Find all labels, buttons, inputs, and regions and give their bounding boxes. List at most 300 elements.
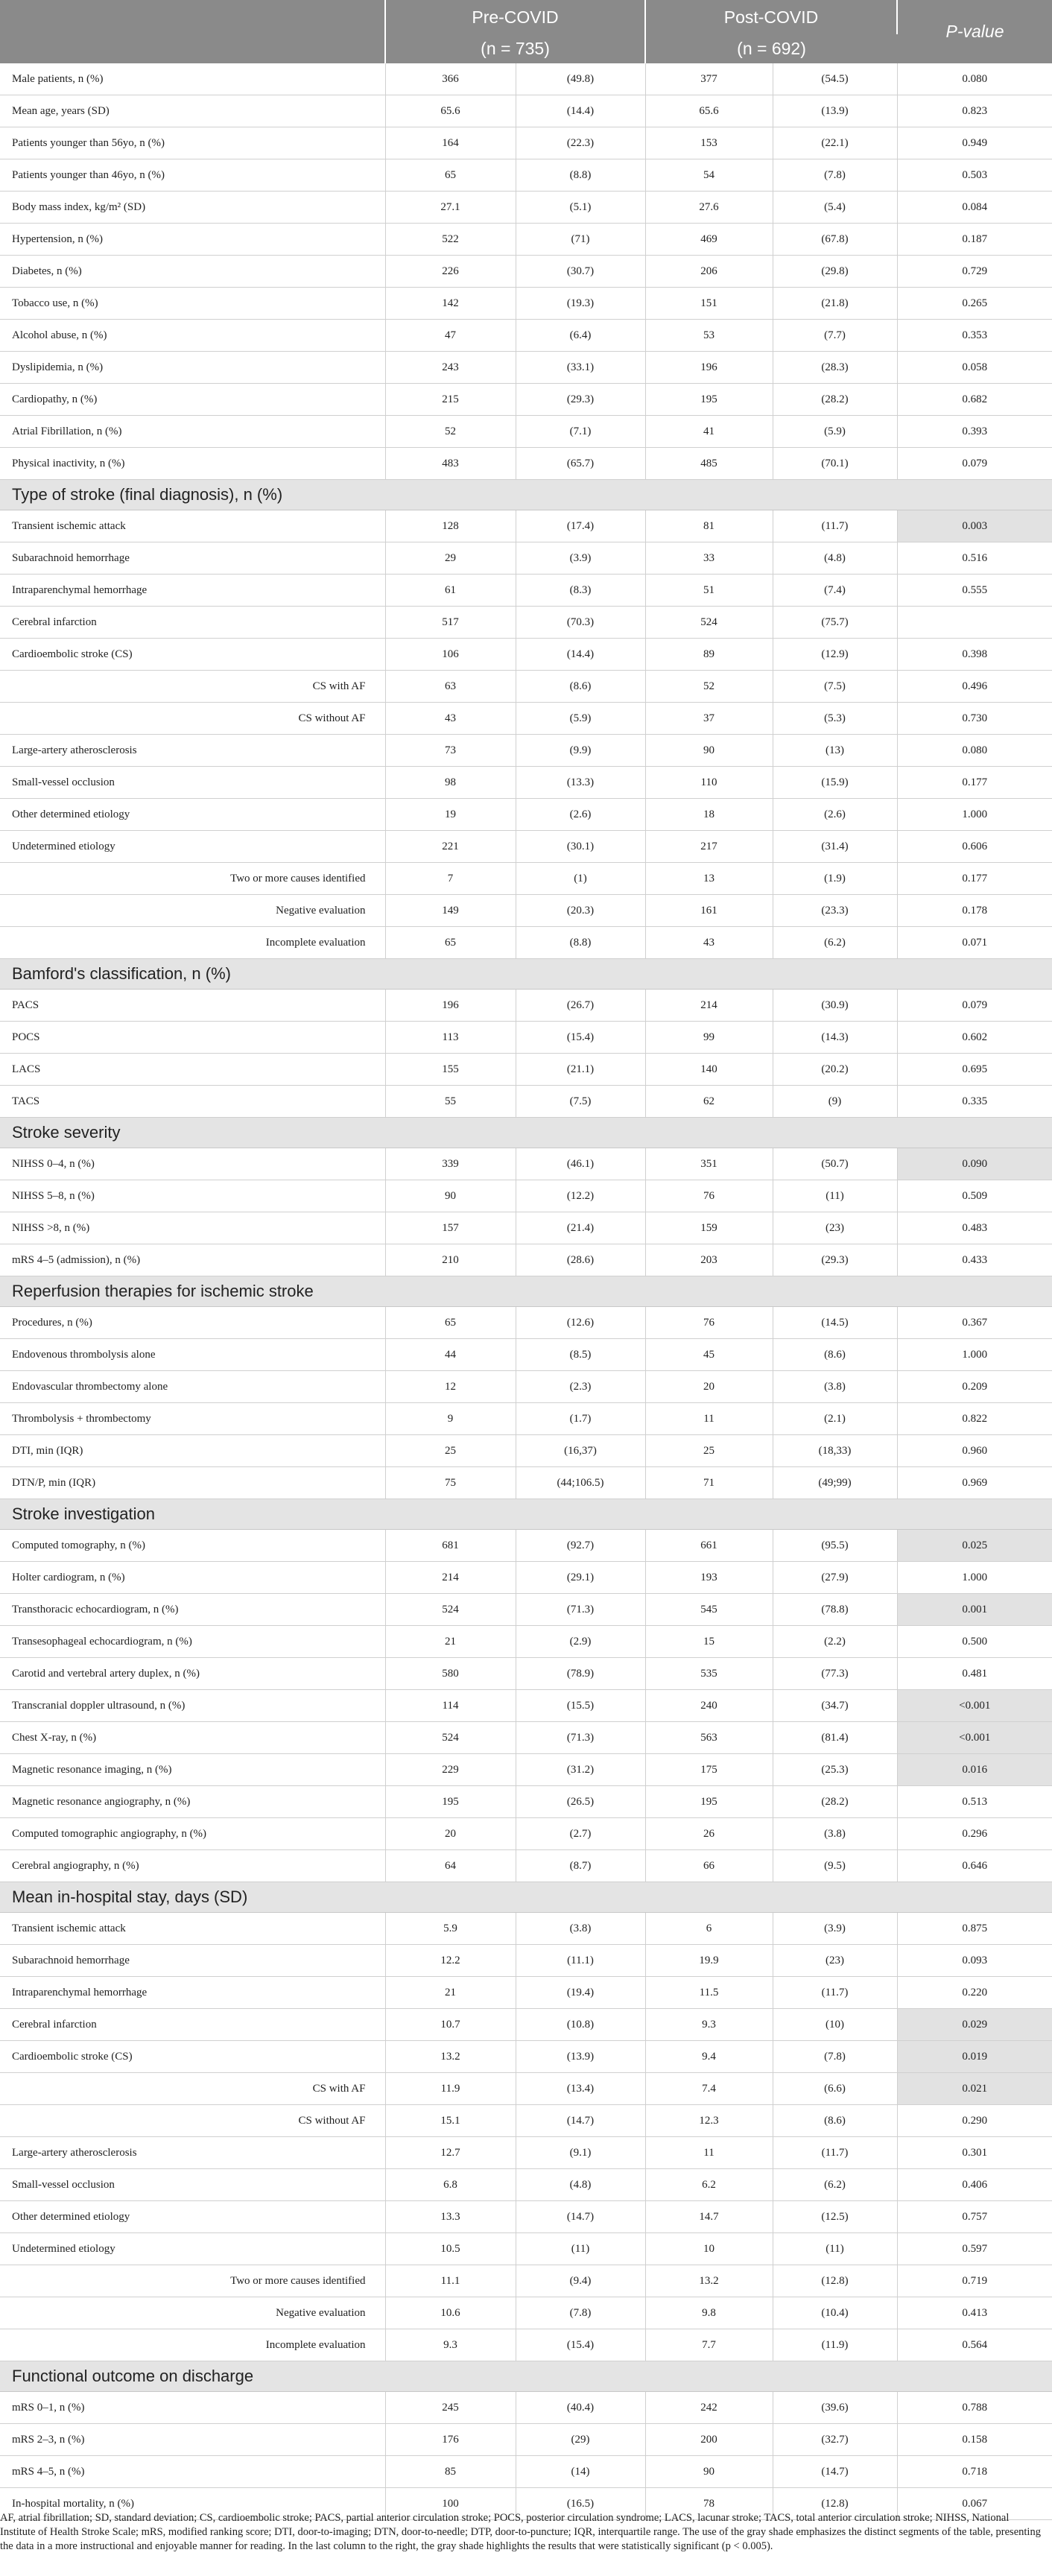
table-row bbox=[0, 671, 1052, 703]
table-row bbox=[0, 127, 1052, 159]
row-label: Patients younger than 46yo, n (%) bbox=[0, 159, 385, 192]
row-label: mRS 4–5, n (%) bbox=[0, 2456, 385, 2488]
section-header bbox=[0, 1499, 1052, 1530]
row-label: Two or more causes identified bbox=[0, 2265, 385, 2297]
p-value: 0.555 bbox=[897, 575, 1052, 607]
post-percent: (20.2) bbox=[773, 1054, 897, 1086]
p-value: 0.093 bbox=[897, 1945, 1052, 1977]
pre-percent: (71) bbox=[516, 224, 645, 256]
row-label: Procedures, n (%) bbox=[0, 1307, 385, 1339]
post-value: 240 bbox=[645, 1690, 773, 1722]
row-label: Cerebral angiography, n (%) bbox=[0, 1850, 385, 1882]
pre-percent: (31.2) bbox=[516, 1754, 645, 1786]
p-value: 0.646 bbox=[897, 1850, 1052, 1882]
post-percent: (28.2) bbox=[773, 384, 897, 416]
section-header bbox=[0, 1276, 1052, 1307]
table-row bbox=[0, 1530, 1052, 1562]
pre-percent: (8.5) bbox=[516, 1339, 645, 1371]
post-value: 62 bbox=[645, 1086, 773, 1118]
post-value: 15 bbox=[645, 1626, 773, 1658]
table-row bbox=[0, 192, 1052, 224]
table-row bbox=[0, 224, 1052, 256]
post-percent: (7.5) bbox=[773, 671, 897, 703]
row-label: Holter cardiogram, n (%) bbox=[0, 1562, 385, 1594]
table-row bbox=[0, 2392, 1052, 2424]
post-percent: (29.8) bbox=[773, 256, 897, 288]
table-row bbox=[0, 1307, 1052, 1339]
post-percent: (13) bbox=[773, 735, 897, 767]
row-label: CS with AF bbox=[0, 671, 385, 703]
p-value: 0.301 bbox=[897, 2137, 1052, 2169]
pre-percent: (65.7) bbox=[516, 448, 645, 480]
pre-value: 43 bbox=[385, 703, 516, 735]
pre-value: 100 bbox=[385, 2488, 516, 2520]
pre-percent: (14) bbox=[516, 2456, 645, 2488]
p-value: 0.158 bbox=[897, 2424, 1052, 2456]
table-row bbox=[0, 927, 1052, 959]
pre-percent: (1) bbox=[516, 863, 645, 895]
pre-percent: (2.9) bbox=[516, 1626, 645, 1658]
pre-value: 339 bbox=[385, 1148, 516, 1180]
post-percent: (7.7) bbox=[773, 320, 897, 352]
row-label: mRS 2–3, n (%) bbox=[0, 2424, 385, 2456]
pre-value: 196 bbox=[385, 990, 516, 1022]
p-value: 0.564 bbox=[897, 2329, 1052, 2361]
section-title: Stroke investigation bbox=[0, 1499, 1052, 1530]
pre-percent: (12.6) bbox=[516, 1307, 645, 1339]
post-value: 9.8 bbox=[645, 2297, 773, 2329]
pre-value: 52 bbox=[385, 416, 516, 448]
table-footnote: AF, atrial fibrillation; SD, standard deviation; CS, cardioembolic stroke; PACS, partial anterior circulation stroke; POCS, posterior circulation syndrome; LACS, lacunar stroke; TACS, total anterior circulation stroke; NIHSS, National Institute of Health Stroke Scale; mRS, modified ranking score; DTI, door-to-imaging; DTN, door-to-needle; DTP, door-to-puncture; IQR, interquartile range. The use of the gray shade emphasizes the distinct segments of the table, presenting the data in a more instructional and enjoyable manner for reading. In the last column to the right, the gray shade highlights the results that were statistically significant (p < 0.005). bbox=[0, 2512, 1041, 2552]
post-value: 41 bbox=[645, 416, 773, 448]
pre-value: 73 bbox=[385, 735, 516, 767]
p-value: 0.682 bbox=[897, 384, 1052, 416]
pre-percent: (92.7) bbox=[516, 1530, 645, 1562]
post-value: 13 bbox=[645, 863, 773, 895]
post-percent: (5.3) bbox=[773, 703, 897, 735]
pre-value: 7 bbox=[385, 863, 516, 895]
row-label: Physical inactivity, n (%) bbox=[0, 448, 385, 480]
row-label: mRS 0–1, n (%) bbox=[0, 2392, 385, 2424]
table-row bbox=[0, 1626, 1052, 1658]
table-row bbox=[0, 767, 1052, 799]
pre-value: 65 bbox=[385, 159, 516, 192]
row-label: Incomplete evaluation bbox=[0, 2329, 385, 2361]
post-value: 81 bbox=[645, 510, 773, 542]
pre-value: 243 bbox=[385, 352, 516, 384]
p-value: 0.393 bbox=[897, 416, 1052, 448]
row-label: mRS 4–5 (admission), n (%) bbox=[0, 1244, 385, 1276]
post-percent: (6.2) bbox=[773, 927, 897, 959]
pre-percent: (7.8) bbox=[516, 2297, 645, 2329]
post-value: 14.7 bbox=[645, 2201, 773, 2233]
p-value: 0.177 bbox=[897, 863, 1052, 895]
post-value: 469 bbox=[645, 224, 773, 256]
post-value: 11 bbox=[645, 1403, 773, 1435]
pre-value: 12.2 bbox=[385, 1945, 516, 1977]
table-row bbox=[0, 1913, 1052, 1945]
p-value: 0.090 bbox=[897, 1148, 1052, 1180]
post-value: 99 bbox=[645, 1022, 773, 1054]
pre-value: 64 bbox=[385, 1850, 516, 1882]
p-value: 1.000 bbox=[897, 1562, 1052, 1594]
post-value: 200 bbox=[645, 2424, 773, 2456]
p-value: 0.398 bbox=[897, 639, 1052, 671]
post-percent: (2.6) bbox=[773, 799, 897, 831]
post-percent: (12.8) bbox=[773, 2265, 897, 2297]
row-label: Transcranial doppler ultrasound, n (%) bbox=[0, 1690, 385, 1722]
pre-percent: (3.9) bbox=[516, 542, 645, 575]
row-label: Other determined etiology bbox=[0, 799, 385, 831]
table-row bbox=[0, 1754, 1052, 1786]
table-row bbox=[0, 831, 1052, 863]
post-value: 45 bbox=[645, 1339, 773, 1371]
post-percent: (39.6) bbox=[773, 2392, 897, 2424]
pre-value: 195 bbox=[385, 1786, 516, 1818]
post-value: 535 bbox=[645, 1658, 773, 1690]
post-percent: (5.9) bbox=[773, 416, 897, 448]
p-value: 0.718 bbox=[897, 2456, 1052, 2488]
row-label: DTI, min (IQR) bbox=[0, 1435, 385, 1467]
pre-percent: (1.7) bbox=[516, 1403, 645, 1435]
table-row bbox=[0, 384, 1052, 416]
table-row bbox=[0, 542, 1052, 575]
post-value: 51 bbox=[645, 575, 773, 607]
pre-value: 98 bbox=[385, 767, 516, 799]
pre-percent: (13.3) bbox=[516, 767, 645, 799]
row-label: Other determined etiology bbox=[0, 2201, 385, 2233]
table-row bbox=[0, 639, 1052, 671]
post-value: 20 bbox=[645, 1371, 773, 1403]
table-row bbox=[0, 1594, 1052, 1626]
row-label: Cardioembolic stroke (CS) bbox=[0, 2041, 385, 2073]
pre-percent: (15.5) bbox=[516, 1690, 645, 1722]
pre-value: 483 bbox=[385, 448, 516, 480]
post-percent: (78.8) bbox=[773, 1594, 897, 1626]
row-label: Hypertension, n (%) bbox=[0, 224, 385, 256]
row-label: Intraparenchymal hemorrhage bbox=[0, 575, 385, 607]
table-row bbox=[0, 63, 1052, 95]
p-value: 0.025 bbox=[897, 1530, 1052, 1562]
post-percent: (12.8) bbox=[773, 2488, 897, 2520]
table-row bbox=[0, 2105, 1052, 2137]
row-label: PACS bbox=[0, 990, 385, 1022]
post-percent: (14.7) bbox=[773, 2456, 897, 2488]
post-percent: (49;99) bbox=[773, 1467, 897, 1499]
section-title: Bamford's classification, n (%) bbox=[0, 959, 1052, 990]
header-blank bbox=[0, 0, 385, 63]
pre-percent: (19.3) bbox=[516, 288, 645, 320]
pre-value: 13.2 bbox=[385, 2041, 516, 2073]
p-value: 0.597 bbox=[897, 2233, 1052, 2265]
post-percent: (95.5) bbox=[773, 1530, 897, 1562]
post-percent: (32.7) bbox=[773, 2424, 897, 2456]
row-label: Diabetes, n (%) bbox=[0, 256, 385, 288]
post-value: 11 bbox=[645, 2137, 773, 2169]
pre-value: 12.7 bbox=[385, 2137, 516, 2169]
pre-value: 215 bbox=[385, 384, 516, 416]
pre-percent: (49.8) bbox=[516, 63, 645, 95]
row-label: Transient ischemic attack bbox=[0, 1913, 385, 1945]
post-percent: (10) bbox=[773, 2009, 897, 2041]
pre-value: 55 bbox=[385, 1086, 516, 1118]
post-percent: (14.5) bbox=[773, 1307, 897, 1339]
section-header bbox=[0, 1118, 1052, 1148]
post-value: 52 bbox=[645, 671, 773, 703]
pre-percent: (8.3) bbox=[516, 575, 645, 607]
p-value: 0.516 bbox=[897, 542, 1052, 575]
post-value: 66 bbox=[645, 1850, 773, 1882]
post-percent: (70.1) bbox=[773, 448, 897, 480]
table-row bbox=[0, 1562, 1052, 1594]
row-label: Incomplete evaluation bbox=[0, 927, 385, 959]
p-value: 0.220 bbox=[897, 1977, 1052, 2009]
p-value: 0.080 bbox=[897, 63, 1052, 95]
p-value: 0.058 bbox=[897, 352, 1052, 384]
pre-value: 27.1 bbox=[385, 192, 516, 224]
p-value: 0.367 bbox=[897, 1307, 1052, 1339]
row-label: Patients younger than 56yo, n (%) bbox=[0, 127, 385, 159]
row-label: Transient ischemic attack bbox=[0, 510, 385, 542]
p-value: 0.606 bbox=[897, 831, 1052, 863]
pre-value: 113 bbox=[385, 1022, 516, 1054]
post-value: 242 bbox=[645, 2392, 773, 2424]
pre-value: 10.5 bbox=[385, 2233, 516, 2265]
table-body bbox=[0, 63, 1052, 2520]
row-label: Magnetic resonance imaging, n (%) bbox=[0, 1754, 385, 1786]
pre-value: 128 bbox=[385, 510, 516, 542]
pre-percent: (2.3) bbox=[516, 1371, 645, 1403]
post-percent: (22.1) bbox=[773, 127, 897, 159]
pre-percent: (3.8) bbox=[516, 1913, 645, 1945]
table-row bbox=[0, 2073, 1052, 2105]
pre-percent: (11.1) bbox=[516, 1945, 645, 1977]
p-value: 0.757 bbox=[897, 2201, 1052, 2233]
post-value: 33 bbox=[645, 542, 773, 575]
pre-value: 21 bbox=[385, 1977, 516, 2009]
post-value: 6 bbox=[645, 1913, 773, 1945]
p-value: 0.079 bbox=[897, 448, 1052, 480]
pre-value: 6.8 bbox=[385, 2169, 516, 2201]
pre-value: 10.7 bbox=[385, 2009, 516, 2041]
row-label: NIHSS 0–4, n (%) bbox=[0, 1148, 385, 1180]
row-label: Thrombolysis + thrombectomy bbox=[0, 1403, 385, 1435]
table-row bbox=[0, 2137, 1052, 2169]
pre-value: 229 bbox=[385, 1754, 516, 1786]
table-row bbox=[0, 320, 1052, 352]
section-header bbox=[0, 2361, 1052, 2392]
header-p-value bbox=[897, 0, 1052, 63]
post-percent: (15.9) bbox=[773, 767, 897, 799]
post-value: 7.4 bbox=[645, 2073, 773, 2105]
row-label: In-hospital mortality, n (%) bbox=[0, 2488, 385, 2520]
table-row bbox=[0, 1212, 1052, 1244]
table-row bbox=[0, 703, 1052, 735]
p-value: 0.503 bbox=[897, 159, 1052, 192]
table-row bbox=[0, 1148, 1052, 1180]
pre-percent: (46.1) bbox=[516, 1148, 645, 1180]
table-row bbox=[0, 352, 1052, 384]
post-value: 140 bbox=[645, 1054, 773, 1086]
p-value: 0.296 bbox=[897, 1818, 1052, 1850]
table-row bbox=[0, 1371, 1052, 1403]
table-row bbox=[0, 799, 1052, 831]
header-post-n: (n = 692) bbox=[645, 34, 897, 63]
p-value bbox=[897, 607, 1052, 639]
p-value: 0.823 bbox=[897, 95, 1052, 127]
p-value: 0.177 bbox=[897, 767, 1052, 799]
row-label: Computed tomography, n (%) bbox=[0, 1530, 385, 1562]
pre-value: 85 bbox=[385, 2456, 516, 2488]
pre-percent: (2.6) bbox=[516, 799, 645, 831]
pre-value: 210 bbox=[385, 1244, 516, 1276]
table-row bbox=[0, 895, 1052, 927]
post-percent: (11.7) bbox=[773, 2137, 897, 2169]
post-percent: (9) bbox=[773, 1086, 897, 1118]
p-value: <0.001 bbox=[897, 1722, 1052, 1754]
pre-percent: (71.3) bbox=[516, 1722, 645, 1754]
post-value: 196 bbox=[645, 352, 773, 384]
row-label: Small-vessel occlusion bbox=[0, 767, 385, 799]
p-value: 0.729 bbox=[897, 256, 1052, 288]
pre-value: 21 bbox=[385, 1626, 516, 1658]
pre-percent: (21.4) bbox=[516, 1212, 645, 1244]
pre-percent: (14.7) bbox=[516, 2105, 645, 2137]
post-value: 153 bbox=[645, 127, 773, 159]
pre-value: 25 bbox=[385, 1435, 516, 1467]
pre-value: 9 bbox=[385, 1403, 516, 1435]
pre-value: 75 bbox=[385, 1467, 516, 1499]
table-row bbox=[0, 1690, 1052, 1722]
post-percent: (2.1) bbox=[773, 1403, 897, 1435]
section-header bbox=[0, 1882, 1052, 1913]
pre-value: 176 bbox=[385, 2424, 516, 2456]
row-label: Male patients, n (%) bbox=[0, 63, 385, 95]
table-row bbox=[0, 1054, 1052, 1086]
post-value: 485 bbox=[645, 448, 773, 480]
pre-percent: (14.4) bbox=[516, 95, 645, 127]
pre-percent: (29.1) bbox=[516, 1562, 645, 1594]
p-value: 0.265 bbox=[897, 288, 1052, 320]
post-percent: (21.8) bbox=[773, 288, 897, 320]
pre-percent: (10.8) bbox=[516, 2009, 645, 2041]
post-value: 76 bbox=[645, 1307, 773, 1339]
post-percent: (5.4) bbox=[773, 192, 897, 224]
row-label: Large-artery atherosclerosis bbox=[0, 2137, 385, 2169]
p-value: 0.822 bbox=[897, 1403, 1052, 1435]
table-row bbox=[0, 1786, 1052, 1818]
pre-value: 366 bbox=[385, 63, 516, 95]
pre-percent: (33.1) bbox=[516, 352, 645, 384]
p-value: 0.178 bbox=[897, 895, 1052, 927]
post-percent: (3.8) bbox=[773, 1371, 897, 1403]
pre-percent: (28.6) bbox=[516, 1244, 645, 1276]
pre-value: 517 bbox=[385, 607, 516, 639]
post-percent: (81.4) bbox=[773, 1722, 897, 1754]
row-label: Intraparenchymal hemorrhage bbox=[0, 1977, 385, 2009]
p-value: 0.084 bbox=[897, 192, 1052, 224]
section-title: Reperfusion therapies for ischemic stroke bbox=[0, 1276, 1052, 1307]
table-row bbox=[0, 1658, 1052, 1690]
p-value: 0.021 bbox=[897, 2073, 1052, 2105]
post-percent: (50.7) bbox=[773, 1148, 897, 1180]
pre-value: 12 bbox=[385, 1371, 516, 1403]
post-percent: (28.3) bbox=[773, 352, 897, 384]
section-title: Type of stroke (final diagnosis), n (%) bbox=[0, 480, 1052, 510]
header-post-covid: Post-COVID bbox=[645, 0, 897, 34]
p-value: 0.949 bbox=[897, 127, 1052, 159]
pre-value: 142 bbox=[385, 288, 516, 320]
p-value: 0.500 bbox=[897, 1626, 1052, 1658]
pre-percent: (14.4) bbox=[516, 639, 645, 671]
post-value: 7.7 bbox=[645, 2329, 773, 2361]
row-label: CS without AF bbox=[0, 2105, 385, 2137]
table-row bbox=[0, 1339, 1052, 1371]
post-value: 206 bbox=[645, 256, 773, 288]
pre-value: 65 bbox=[385, 927, 516, 959]
post-value: 43 bbox=[645, 927, 773, 959]
pre-percent: (2.7) bbox=[516, 1818, 645, 1850]
post-percent: (11) bbox=[773, 2233, 897, 2265]
row-label: NIHSS >8, n (%) bbox=[0, 1212, 385, 1244]
p-value: 0.730 bbox=[897, 703, 1052, 735]
table-row bbox=[0, 2456, 1052, 2488]
table-row bbox=[0, 2041, 1052, 2073]
table-row bbox=[0, 159, 1052, 192]
pre-value: 10.6 bbox=[385, 2297, 516, 2329]
pre-percent: (9.1) bbox=[516, 2137, 645, 2169]
table-row bbox=[0, 607, 1052, 639]
pre-percent: (13.9) bbox=[516, 2041, 645, 2073]
pre-percent: (78.9) bbox=[516, 1658, 645, 1690]
row-label: POCS bbox=[0, 1022, 385, 1054]
post-percent: (6.2) bbox=[773, 2169, 897, 2201]
row-label: Alcohol abuse, n (%) bbox=[0, 320, 385, 352]
row-label: Two or more causes identified bbox=[0, 863, 385, 895]
pre-value: 9.3 bbox=[385, 2329, 516, 2361]
pre-percent: (5.9) bbox=[516, 703, 645, 735]
post-percent: (23.3) bbox=[773, 895, 897, 927]
pre-value: 20 bbox=[385, 1818, 516, 1850]
post-percent: (11) bbox=[773, 1180, 897, 1212]
row-label: Endovenous thrombolysis alone bbox=[0, 1339, 385, 1371]
pre-value: 11.9 bbox=[385, 2073, 516, 2105]
p-value: 0.602 bbox=[897, 1022, 1052, 1054]
p-value: 0.969 bbox=[897, 1467, 1052, 1499]
table-row bbox=[0, 2424, 1052, 2456]
pre-percent: (26.7) bbox=[516, 990, 645, 1022]
post-value: 159 bbox=[645, 1212, 773, 1244]
table-row bbox=[0, 95, 1052, 127]
p-value: 0.509 bbox=[897, 1180, 1052, 1212]
pre-percent: (8.8) bbox=[516, 927, 645, 959]
p-value: 0.335 bbox=[897, 1086, 1052, 1118]
pre-percent: (8.7) bbox=[516, 1850, 645, 1882]
post-value: 65.6 bbox=[645, 95, 773, 127]
post-value: 76 bbox=[645, 1180, 773, 1212]
pre-percent: (7.5) bbox=[516, 1086, 645, 1118]
table-row bbox=[0, 1467, 1052, 1499]
p-value: 0.016 bbox=[897, 1754, 1052, 1786]
pre-percent: (15.4) bbox=[516, 1022, 645, 1054]
pre-percent: (40.4) bbox=[516, 2392, 645, 2424]
post-value: 26 bbox=[645, 1818, 773, 1850]
post-value: 12.3 bbox=[645, 2105, 773, 2137]
table-row bbox=[0, 256, 1052, 288]
row-label: Negative evaluation bbox=[0, 895, 385, 927]
row-label: Undetermined etiology bbox=[0, 831, 385, 863]
post-percent: (4.8) bbox=[773, 542, 897, 575]
